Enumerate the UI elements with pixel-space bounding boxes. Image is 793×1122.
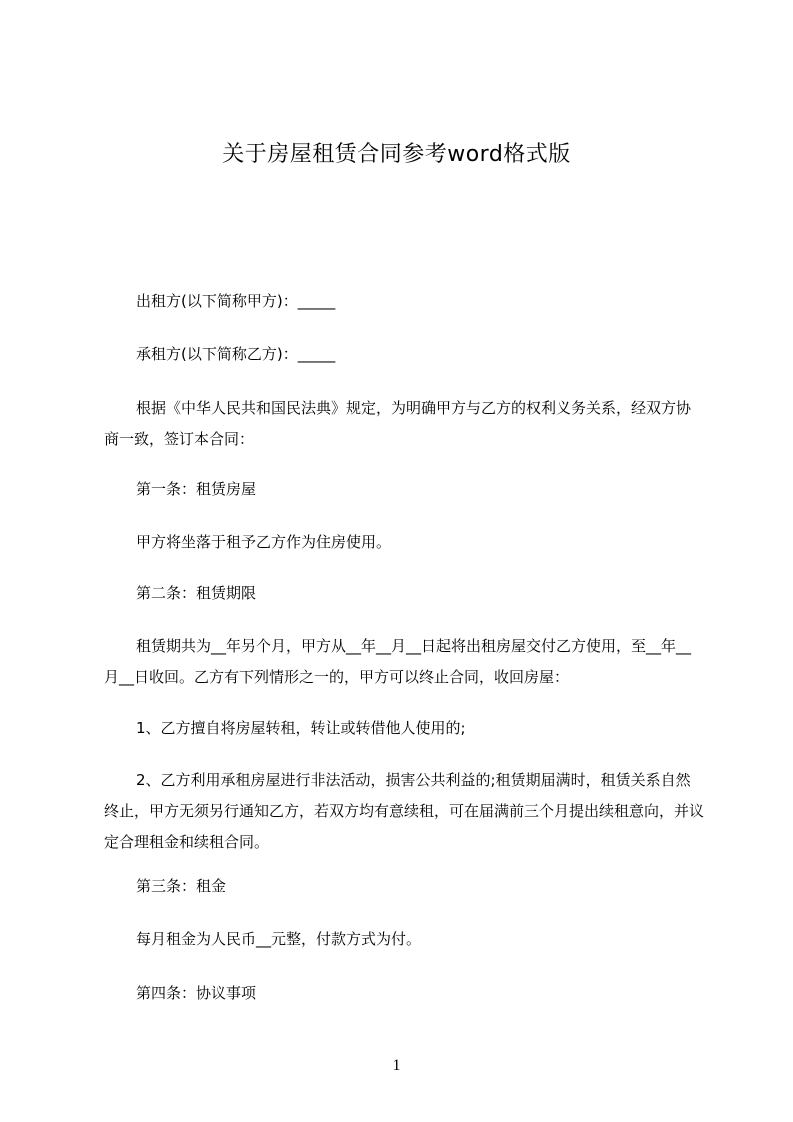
article-2-heading: 第二条：租赁期限: [136, 584, 257, 602]
intro-paragraph: 根据《中华人民共和国民法典》规定，为明确甲方与乙方的权利义务关系，经双方协商一致，签订本合同：: [104, 399, 692, 448]
article-2-body: 租赁期共为__年另个月，甲方从__年__月__日起将出租房屋交付乙方使用，至__年__月__日收回。乙方有下列情形之一的，甲方可以终止合同，收回房屋：: [104, 637, 692, 686]
article-3-body: 每月租金为人民币__元整，付款方式为付。: [136, 930, 422, 948]
document-title: 关于房屋租赁合同参考word格式版: [222, 142, 571, 167]
article-3-heading: 第三条：租金: [136, 877, 227, 895]
article-1-heading: 第一条：租赁房屋: [136, 480, 257, 498]
lessee-line: 承租方(以下简称乙方)：_____: [136, 345, 336, 363]
article-1-body: 甲方将坐落于租予乙方作为住房使用。: [136, 533, 392, 551]
lessor-line: 出租方(以下简称甲方)：_____: [136, 292, 336, 310]
article-4-heading: 第四条：协议事项: [136, 984, 257, 1002]
termination-condition-1: 1、乙方擅自将房屋转租，转让或转借他人使用的;: [136, 719, 466, 737]
termination-condition-2: 2、乙方利用承租房屋进行非法活动，损害公共利益的;租赁期届满时，租赁关系自然终止，甲方无须另行通知乙方，若双方均有意续租，可在届满前三个月提出续租意向，并议定合理租金和续租合同。: [104, 771, 705, 851]
page-number: 1: [392, 1057, 401, 1074]
